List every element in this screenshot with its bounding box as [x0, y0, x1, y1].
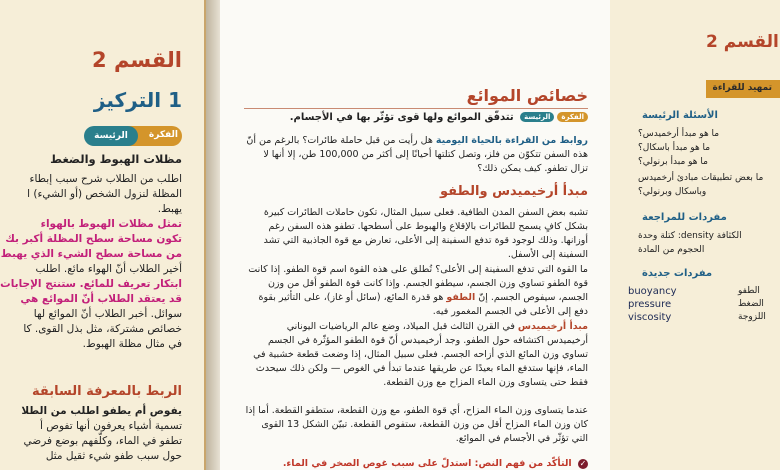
main-idea-pill [86, 126, 182, 146]
book-gutter [206, 0, 220, 470]
term-buoyancy[interactable]: الطفو [446, 292, 476, 303]
body-line: يهبط. [157, 203, 182, 215]
questions-heading: الأسئلة الرئيسة [642, 110, 718, 121]
term-archimedes[interactable]: مبدأ أرخيميدس [517, 321, 588, 332]
question-item: ما هو مبدأ باسكال؟ [638, 143, 711, 153]
body-line: خصائص مشتركة، مثل بذل القوى. كا [23, 323, 182, 335]
body-line: أخير الطلاب أنّ الهواء مائع. اطلب [35, 263, 182, 275]
main-idea [244, 112, 588, 123]
related-line: تسمية أشياء يعرفون أنها تفوص أ [40, 420, 182, 432]
reading-preview-bar [706, 80, 780, 98]
body-line: تكون مساحة سطح المظلة أكبر بك [5, 233, 182, 245]
related-line: يفوص أم يطفو اطلب من الطلا [21, 405, 182, 417]
related-line: تطفو في الماء، وكلّفهم بوضع فرضي [23, 435, 182, 447]
paragraph-1: تشبه بعض السفن المدن الطافية. فعلى سبيل المثال، تكون حاملات الطائرات كبيرة بشكل كافٍ يسمح للطائرات بالإقلاع والهبوط على أسطحها. تطفو هذه السفن رغم أوزانها. وذلك لوجود قوة تدفع السفينة إلى الأعلى، تعارض مع قوة الجاذبية التي تشد السفينة إلى الأسفل. [263, 207, 588, 260]
main-idea-badge-2: الرئيسة [520, 112, 554, 122]
main-idea-text: تتدفّق الموائع ولها قوى تؤثّر بها في الأجسام. [289, 112, 514, 123]
link-heading: روابط من القراءة بالحياة اليومية [435, 135, 588, 146]
link-text: هل رأيت من قبل حاملة طائرات؟ بالرغم من أنّ هذه السفن تتكوّن من فلز، وتصل كتلتها أحيانًا إلى أكثر من 100,000 طن، إلا أنها لا تزال تطفو. كيف يمكن ذلك؟ [246, 135, 588, 174]
review-vocab-heading: مفردات للمراجعة [642, 212, 727, 223]
paragraph-3-text: في القرن الثالث قبل الميلاد، وضع عالم الرياضيات اليوناني أرخيميدس اكتشافه حول الطفو. وجد أرخيميدس أنّ قوة الطفو المؤثّرة في الجسم تساوي وزن المائع الذي أزاحه الجسم. فعلى سبيل المثال، إذا وضعت قطعة خشبية في الماء، فإنها ستدفع الماء بعيدًا عن طريقها عندما تبدأ في الغوص — ولكن ذلك سيحدث فقط حتى يتساوى وزن الماء المزاح مع وزن القطعة. [253, 321, 588, 388]
vocab-en[interactable]: viscosity [628, 312, 672, 323]
left-subheading: مظلات الهبوط والضغط [50, 152, 182, 166]
real-world-link [244, 134, 588, 176]
pill-primary: الفكرة [148, 130, 178, 140]
body-line: في مثال مظلة الهبوط. [82, 338, 182, 350]
body-line: قد يعتقد الطلاب أنّ الموائع هي [20, 293, 182, 305]
body-line: ابتكار تعريف للمائع. ستنتج الإجابات [0, 278, 182, 290]
vocab-row [610, 298, 780, 312]
body-line: اطلب من الطلاب شرح سبب إبطاء [29, 173, 182, 185]
question-item: ما هو مبدأ برنولي؟ [638, 157, 708, 167]
vocab-row [610, 285, 780, 299]
paragraph-2 [244, 263, 588, 319]
paragraph-4: عندما يتساوى وزن الماء المزاح، أي قوة الطفو، مع وزن القطعة، ستطفو القطعة. أما إذا كان وزن الماء المزاح أقل من وزن القطعة، ستفوص القطعة. تبيّن الشكل 13 القوى التي تؤثّر في الأجسام في الموائع. [245, 405, 588, 444]
new-vocab-heading: مفردات جديدة [642, 268, 713, 279]
pill-secondary: الرئيسة [84, 126, 138, 146]
main-page [220, 0, 610, 470]
body-line: من مساحة سطح الشيء الذي يهبط [0, 248, 182, 260]
question-item: ما بعض تطبيقات مبادئ أرخميدس [638, 173, 764, 183]
vocab-en[interactable]: buoyancy [628, 286, 677, 297]
vocab-row [610, 311, 780, 325]
reading-preview-label: تمهيد للقراءة [712, 83, 772, 93]
question-item: ما هو مبدأ أرخميدس؟ [638, 129, 720, 139]
body-line: تمثل مظلات الهبوط بالهواء [40, 218, 182, 230]
page-title: خصائص الموائع [466, 86, 588, 105]
body-line: المظلة لنزول الشخص (أو الشيء) ا [27, 188, 182, 200]
right-section-label: القسم 2 [706, 32, 779, 52]
body-line: سوائل. أخبر الطلاب أنّ الموائع لها [33, 308, 182, 320]
main-idea-badge: الفكرة [557, 112, 588, 122]
right-page [610, 0, 780, 470]
left-page [0, 0, 206, 470]
title-divider [244, 108, 588, 109]
paragraph-3 [244, 320, 588, 390]
left-body [0, 172, 182, 352]
related-line: حول سبب طفو شيء ثقيل مثل [45, 450, 182, 462]
check-icon: ✓ [579, 459, 587, 468]
review-vocab-line: الحجوم من المادة [638, 245, 705, 255]
archimedes-heading: مبدأ أرخيميدس والطفو [439, 184, 588, 199]
review-vocab-line: الكثافة density: كتلة وحدة [638, 231, 742, 241]
reading-check [283, 458, 588, 469]
section-label: القسم 2 [92, 48, 182, 72]
check-text: التأكّد من فهم النص: استدلّ على سبب غوص الصخر في الماء. [282, 458, 572, 469]
focus-heading: 1 التركيز [93, 88, 182, 112]
vocab-en[interactable]: pressure [628, 299, 672, 310]
paragraph-2-end: هو قدرة المائع، (سائل أو غاز)، على التأثير بقوة دفع إلى الأعلى في الجسم المغمور فيه. [258, 292, 588, 317]
related-body [0, 404, 182, 464]
paragraph-2-text: ما القوة التي تدفع السفينة إلى الأعلى؟ تُطلق على هذه القوة اسم قوة الطفو. إذا كانت قوة الطفو تساوي وزن الجسم، سيطفو الجسم. وإذا كانت قوة الطفو أقل من وزن الجسم، سيفوص الجسم. إنّ [248, 264, 588, 303]
question-item: وباسكال وبرنولي؟ [638, 187, 707, 197]
related-heading: الربط بالمعرفة السابقة [31, 384, 182, 399]
vocab-ar: اللزوجة [738, 312, 766, 322]
vocab-ar: الطفو [738, 286, 760, 296]
vocab-ar: الضغط [738, 299, 764, 309]
